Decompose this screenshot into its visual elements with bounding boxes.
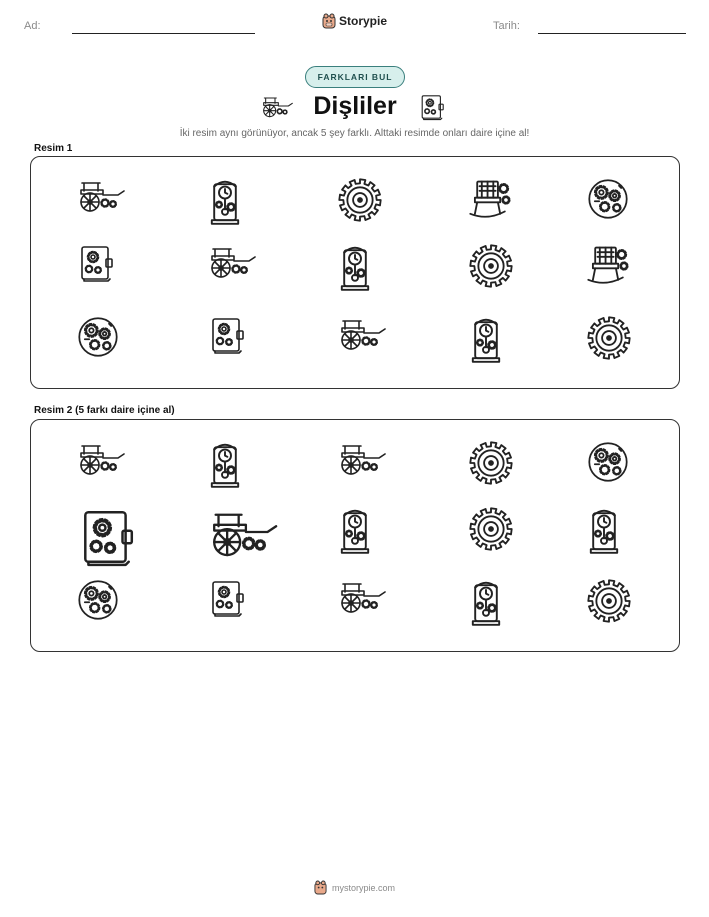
date-line[interactable]: [538, 33, 686, 34]
picture2-tractor-icon[interactable]: [76, 440, 126, 476]
picture1-panel: [30, 156, 680, 389]
footer-url[interactable]: mystorypie.com: [331, 882, 395, 893]
picture1-gear-icon: [468, 243, 514, 289]
picture1-gear-book-icon: [76, 243, 116, 283]
picture2-clock-icon[interactable]: [207, 440, 243, 488]
picture2-gear-icon[interactable]: [468, 440, 514, 486]
instructions: İki resim aynı görünüyor, ancak 5 şey farklı. Alttaki resimde onları daire içine al!: [179, 128, 530, 139]
picture2-clock-icon[interactable]: [586, 506, 622, 554]
picture2-mechanism-icon[interactable]: [76, 578, 120, 622]
picture1-rocking-chair-icon: [586, 243, 632, 289]
picture2-gear-book-icon[interactable]: [76, 506, 138, 568]
picture1-label: Resim 1: [34, 143, 73, 154]
picture1-gear-book-icon: [207, 315, 247, 355]
mascot-icon: [314, 880, 327, 895]
mascot-icon: [322, 13, 336, 29]
date-label: Tarih:: [493, 20, 520, 32]
activity-badge: FARKLARI BUL: [305, 66, 405, 88]
picture1-mechanism-icon: [586, 177, 630, 221]
picture1-clock-icon: [207, 177, 243, 225]
picture2-tractor-icon[interactable]: [207, 506, 279, 558]
picture1-clock-icon: [337, 243, 373, 291]
picture2-mechanism-icon[interactable]: [586, 440, 630, 484]
picture1-tractor-icon: [337, 315, 387, 351]
picture1-tractor-icon: [207, 243, 257, 279]
brand-logo: [322, 13, 387, 29]
picture2-clock-icon[interactable]: [337, 506, 373, 554]
picture2-label: Resim 2 (5 farkı daire içine al): [34, 405, 175, 416]
picture2-tractor-icon[interactable]: [337, 440, 387, 476]
picture2-gear-icon[interactable]: [468, 506, 514, 552]
gear-book-icon: [418, 93, 446, 126]
brand-name: Storypie: [339, 14, 388, 28]
picture2-tractor-icon[interactable]: [337, 578, 387, 614]
picture1-gear-icon: [586, 315, 632, 361]
footer: [0, 880, 709, 895]
name-line[interactable]: [72, 33, 255, 34]
picture1-gear-icon: [337, 177, 383, 223]
picture2-gear-book-icon[interactable]: [207, 578, 247, 618]
picture2-clock-icon[interactable]: [468, 578, 504, 626]
picture1-tractor-icon: [76, 177, 126, 213]
picture1-mechanism-icon: [76, 315, 120, 359]
tractor-icon: [260, 94, 294, 123]
picture2-panel[interactable]: [30, 419, 680, 652]
name-label: Ad:: [24, 20, 41, 32]
picture2-gear-icon[interactable]: [586, 578, 632, 624]
picture1-clock-icon: [468, 315, 504, 363]
picture1-rocking-chair-icon: [468, 177, 514, 223]
page-title: Dişliler: [313, 92, 397, 120]
